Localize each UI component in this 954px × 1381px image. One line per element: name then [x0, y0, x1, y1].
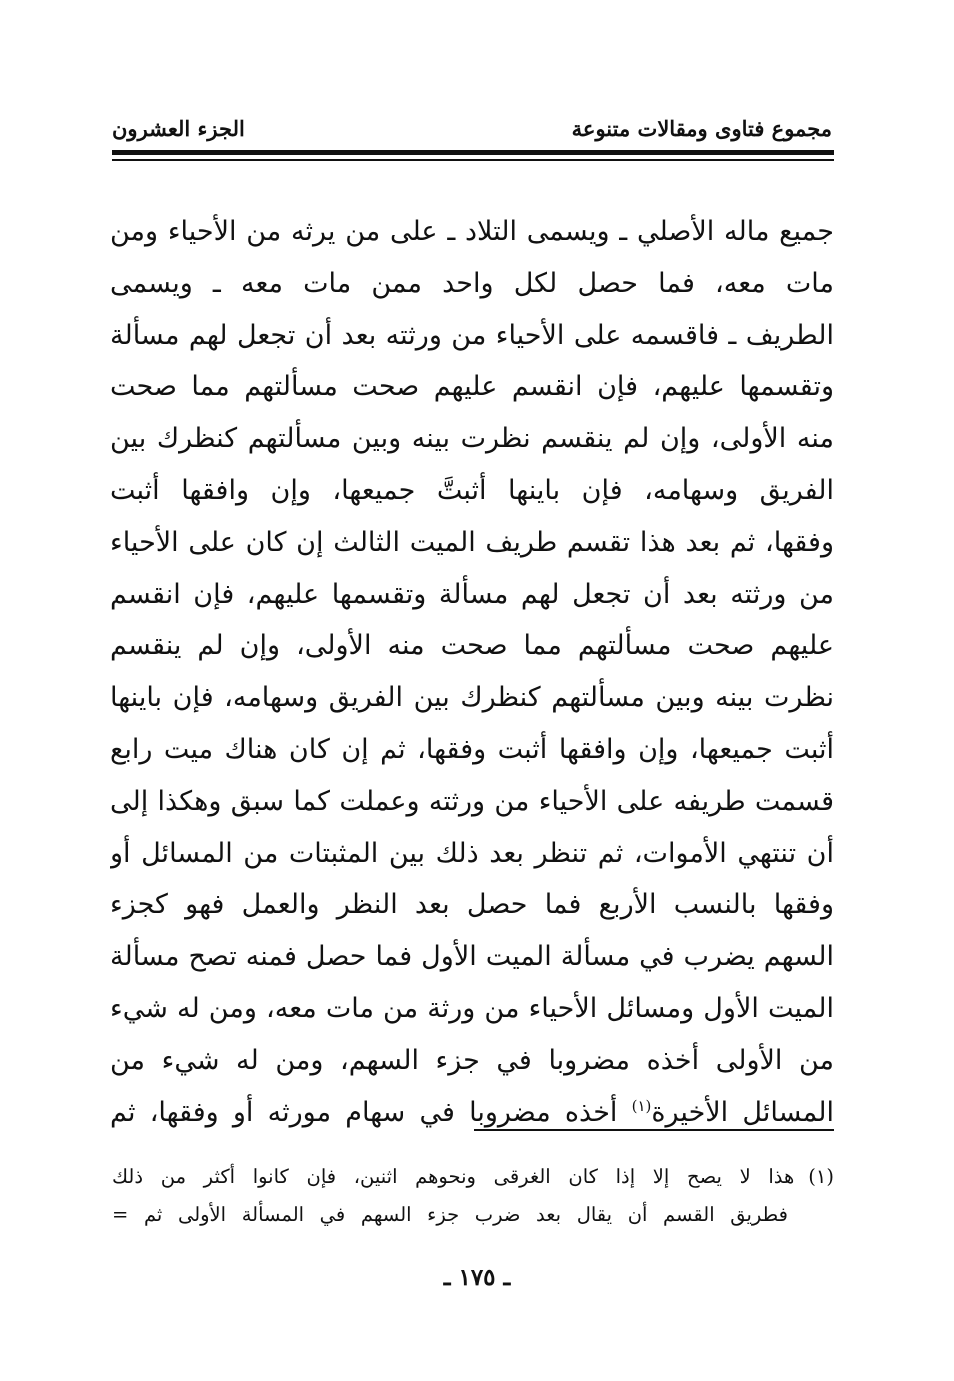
text-line: قسمت طريفه على الأحياء من ورثته وعملت كما سبق وهكذا إلى	[110, 785, 834, 817]
running-header	[112, 108, 832, 148]
text-line: من ورثته بعد أن تجعل لهم مسألة وتقسمها عليهم، فإن انقسم	[110, 578, 834, 610]
text-line: مات معه، فما حصل لكل واحد ممن مات معه ـ ويسمى	[110, 267, 834, 299]
text-line: جميع ماله الأصلي ـ ويسمى التلاد ـ على من يرثه من الأحياء ومن	[110, 216, 834, 247]
footnote-reference[interactable]: (١)	[631, 1096, 652, 1115]
header-volume-title: الجزء العشرون	[112, 115, 245, 141]
text-segment: أخذه مضروبا في سهام مورثه أو وفقها، ثم	[110, 1096, 632, 1128]
text-line: نظرت بينه وبين مسألتهم كنظرك بين الفريق وسهامه، فإن باينها	[110, 682, 834, 714]
text-line: الفريق وسهامه، فإن باينها أثبتَّ جميعها، وإن وافقها أثبت	[110, 474, 834, 506]
text-line: وفقها، ثم بعد هذا تقسم طريف الميت الثالث إن كان على الأحياء	[110, 526, 834, 558]
text-line: وتقسمها عليهم، فإن انقسم عليهم صحت مسألتهم مما صحت	[110, 371, 834, 403]
footnote-line	[112, 1158, 834, 1196]
text-line: الطريف ـ فاقسمه على الأحياء من ورثته بعد أن تجعل لهم مسألة	[110, 319, 834, 351]
text-line: الميت الأول ومسائل الأحياء من ورثة من مات معه، ومن له شيء	[110, 992, 834, 1024]
text-line: أن تنتهي الأموات، ثم تنظر بعد ذلك بين المثبتات من المسائل أو	[110, 837, 834, 869]
text-segment: المسائل الأخيرة	[651, 1096, 834, 1128]
footnote-separator	[474, 1129, 834, 1131]
text-line: السهم يضرب في مسألة الميت الأول فما حصل فمنه تصح مسألة	[110, 941, 834, 973]
header-rule-thick	[112, 150, 834, 155]
footnotes	[112, 1158, 834, 1234]
text-line: أثبت جميعها، وإن وافقها أثبت وفقها، ثم إن كان هناك ميت رابع	[110, 733, 834, 765]
main-text	[110, 206, 834, 1138]
text-line: من الأولى أخذه مضروبا في جزء السهم، ومن له شيء من	[110, 1044, 834, 1076]
footnote-text: هذا لا يصح إلا إذا كان الغرقى ونحوهم اثنين، فإن كانوا أكثر من ذلك	[112, 1165, 795, 1188]
text-line: منه الأولى، وإن لم ينقسم نظرت بينه وبين مسألتهم كنظرك بين	[110, 423, 834, 455]
header-rule-thin	[112, 159, 834, 161]
footnote-number: (١)	[808, 1165, 834, 1188]
text-line: عليهم صحت مسألتهم مما صحت منه الأولى، وإن لم ينقسم	[110, 630, 834, 662]
footnote-line: فطريق القسم أن يقال بعد ضرب جزء السهم في المسألة الأولى ثم =	[112, 1203, 788, 1226]
text-line: وفقها بالنسب الأربع فما حصل بعد النظر والعمل فهو كجزء	[110, 889, 834, 921]
page-number: ـ ١٧٥ ـ	[443, 1264, 511, 1291]
header-book-title: مجموع فتاوى ومقالات متنوعة	[571, 115, 832, 141]
